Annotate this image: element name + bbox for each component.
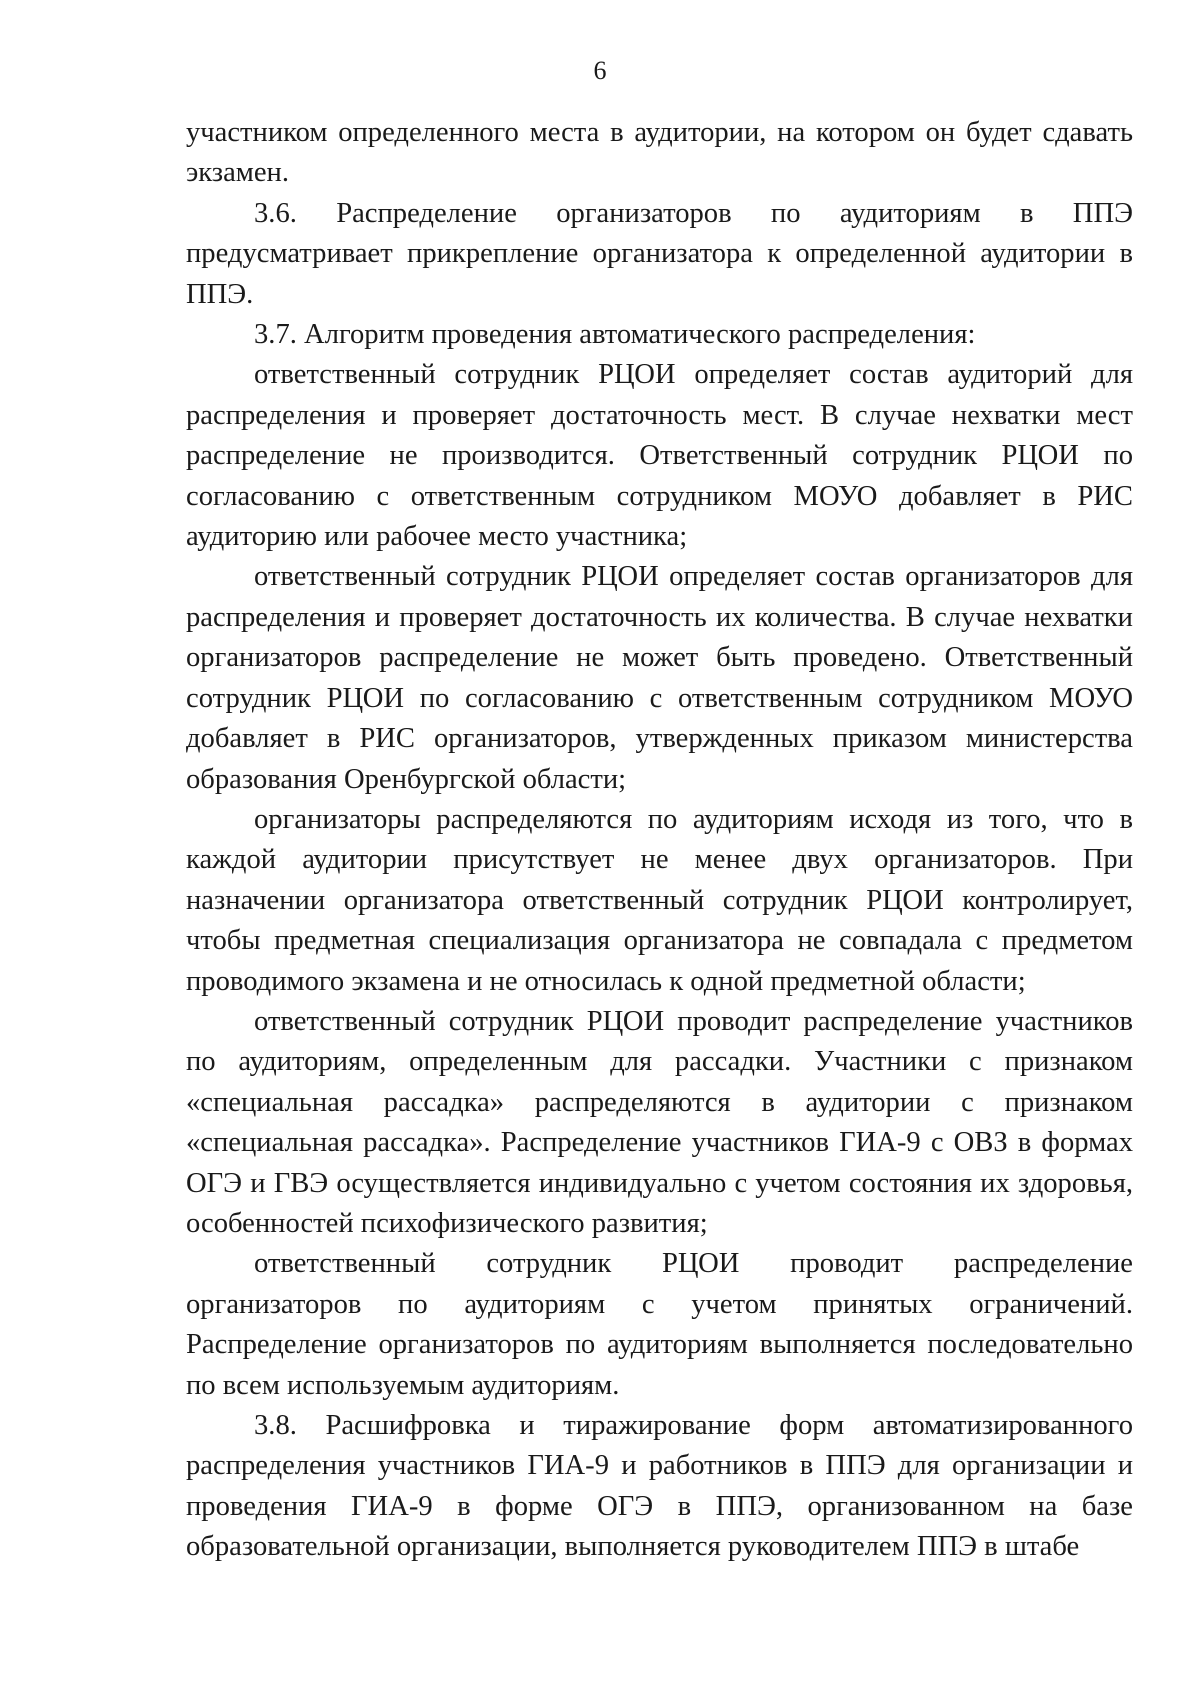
paragraph-3-8: 3.8. Расшифровка и тиражирование форм автоматизированного распределения участников ГИА-9 и работников в ППЭ для организации и проведения ГИА-9 в форме ОГЭ в ППЭ, организованном на базе образовательной организации, выполняется руководителем ППЭ в штабе (186, 1410, 1133, 1563)
paragraph-organizers-assignment: ответственный сотрудник РЦОИ проводит распределение организаторов по аудиториям с учетом принятых ограничений. Распределение организаторов по аудиториям выполняется последовательно по всем используемым аудиториям. (186, 1248, 1133, 1401)
paragraph-auditoriums-check: ответственный сотрудник РЦОИ определяет состав аудиторий для распределения и проверяет достаточность мест. В случае нехватки мест распределение не производится. Ответственный сотрудник РЦОИ по согласованию с ответственным сотрудником МОУО добавляет в РИС аудиторию или рабочее место участника; (186, 359, 1133, 553)
paragraph-continuation: участником определенного места в аудитории, на котором он будет сдавать экзамен. (186, 117, 1133, 189)
paragraph-organizers-distribution: организаторы распределяются по аудиториям исходя из того, что в каждой аудитории присутствует не менее двух организаторов. При назначении организатора ответственный сотрудник РЦОИ контролирует, чтобы предметная специализация организатора не совпадала с предметом проводимого экзамена и не относилась к одной предметной области; (186, 803, 1133, 997)
paragraph-3-6: 3.6. Распределение организаторов по аудиториям в ППЭ предусматривает прикрепление организатора к определенной аудитории в ППЭ. (186, 197, 1133, 310)
document-body (186, 113, 1133, 1568)
paragraph-3-7-heading: 3.7. Алгоритм проведения автоматического распределения: (254, 319, 976, 351)
paragraph-participants-distribution: ответственный сотрудник РЦОИ проводит распределение участников по аудиториям, определенным для рассадки. Участники с признаком «специальная рассадка» распределяются в аудитории с признаком «специальная рассадка». Распределение участников ГИА-9 с ОВЗ в формах ОГЭ и ГВЭ осуществляется индивидуально с учетом состояния их здоровья, особенностей психофизического развития; (186, 1005, 1133, 1239)
paragraph-organizers-check: ответственный сотрудник РЦОИ определяет состав организаторов для распределения и проверяет достаточность их количества. В случае нехватки организаторов распределение не может быть проведено. Ответственный сотрудник РЦОИ по согласованию с ответственным сотрудником МОУО добавляет в РИС организаторов, утвержденных приказом министерства образования Оренбургской области; (186, 561, 1133, 795)
page-number: 6 (593, 56, 607, 85)
